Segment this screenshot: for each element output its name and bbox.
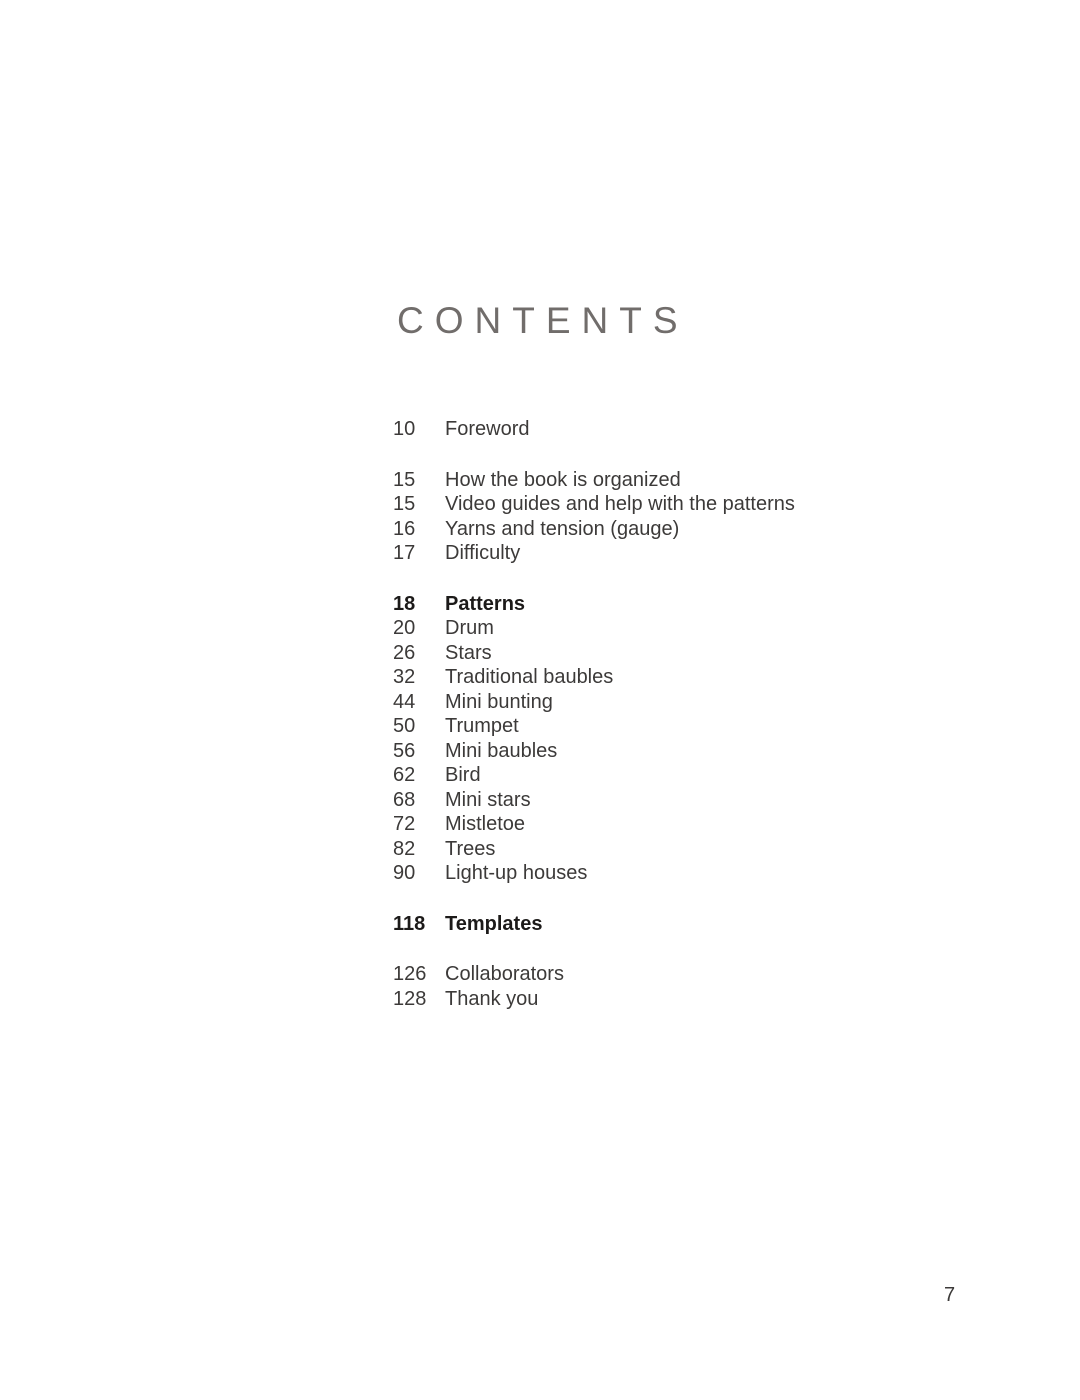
toc-page-number: 17 xyxy=(393,542,416,564)
toc-page-number: 50 xyxy=(393,715,416,737)
toc-page-number: 18 xyxy=(393,592,416,615)
toc-page-number: 10 xyxy=(393,418,416,440)
toc-row xyxy=(393,468,795,493)
toc-item-label: Trumpet xyxy=(445,715,519,737)
toc-item-label: Templates xyxy=(445,912,543,935)
toc-page-number: 82 xyxy=(393,837,416,860)
toc-row xyxy=(393,763,795,788)
toc-item-label: Mistletoe xyxy=(445,813,526,835)
toc-item-label: Yarns and tension (gauge) xyxy=(445,517,680,540)
toc-item-label: Mini bunting xyxy=(445,690,553,713)
toc-page-number: 32 xyxy=(393,666,416,688)
toc-group xyxy=(393,912,795,937)
toc-row xyxy=(393,912,795,937)
toc-page-number: 15 xyxy=(393,493,416,515)
toc-row xyxy=(393,592,795,617)
toc-item-label: Drum xyxy=(445,617,494,639)
toc-item-label: Stars xyxy=(445,641,492,664)
toc-item-label: Trees xyxy=(445,837,496,860)
toc-row xyxy=(393,837,795,862)
toc-page-number: 128 xyxy=(393,987,427,1010)
toc-page-number: 44 xyxy=(393,690,416,713)
toc-item-label: Light-up houses xyxy=(445,862,588,884)
toc-page-number: 72 xyxy=(393,813,416,835)
toc-row xyxy=(393,690,795,715)
toc-row xyxy=(393,541,795,566)
toc-row xyxy=(393,962,795,987)
toc-page-number: 15 xyxy=(393,468,416,491)
toc-page-number: 68 xyxy=(393,788,416,811)
toc-group xyxy=(393,468,795,566)
toc-row xyxy=(393,861,795,886)
toc-row xyxy=(393,714,795,739)
page-title: CONTENTS xyxy=(397,300,689,341)
toc-page-number: 90 xyxy=(393,862,416,884)
toc-row xyxy=(393,987,795,1012)
toc-item-label: Mini stars xyxy=(445,788,531,811)
toc-item-label: Difficulty xyxy=(445,542,521,564)
toc-item-label: How the book is organized xyxy=(445,468,681,491)
toc-row xyxy=(393,665,795,690)
table-of-contents xyxy=(393,417,795,1011)
toc-row xyxy=(393,616,795,641)
toc-item-label: Thank you xyxy=(445,987,539,1010)
folio-page-number: 7 xyxy=(944,1284,956,1306)
toc-row xyxy=(393,641,795,666)
toc-row xyxy=(393,417,795,442)
toc-item-label: Mini baubles xyxy=(445,739,558,762)
toc-group xyxy=(393,417,795,442)
toc-item-label: Collaborators xyxy=(445,963,564,985)
toc-item-label: Video guides and help with the patterns xyxy=(445,493,795,515)
toc-page-number: 16 xyxy=(393,517,416,540)
toc-row xyxy=(393,788,795,813)
toc-page-number: 118 xyxy=(393,912,426,935)
toc-page-number: 62 xyxy=(393,764,416,786)
toc-row xyxy=(393,812,795,837)
toc-page-number: 20 xyxy=(393,617,416,639)
toc-item-label: Bird xyxy=(445,764,481,786)
toc-group xyxy=(393,592,795,886)
toc-page-number: 56 xyxy=(393,739,416,762)
toc-page-number: 26 xyxy=(393,641,416,664)
toc-row xyxy=(393,492,795,517)
toc-group xyxy=(393,962,795,1011)
toc-row xyxy=(393,517,795,542)
toc-item-label: Foreword xyxy=(445,418,530,440)
toc-page-number: 126 xyxy=(393,963,427,985)
toc-item-label: Traditional baubles xyxy=(445,666,614,688)
toc-item-label: Patterns xyxy=(445,592,526,615)
toc-row xyxy=(393,739,795,764)
